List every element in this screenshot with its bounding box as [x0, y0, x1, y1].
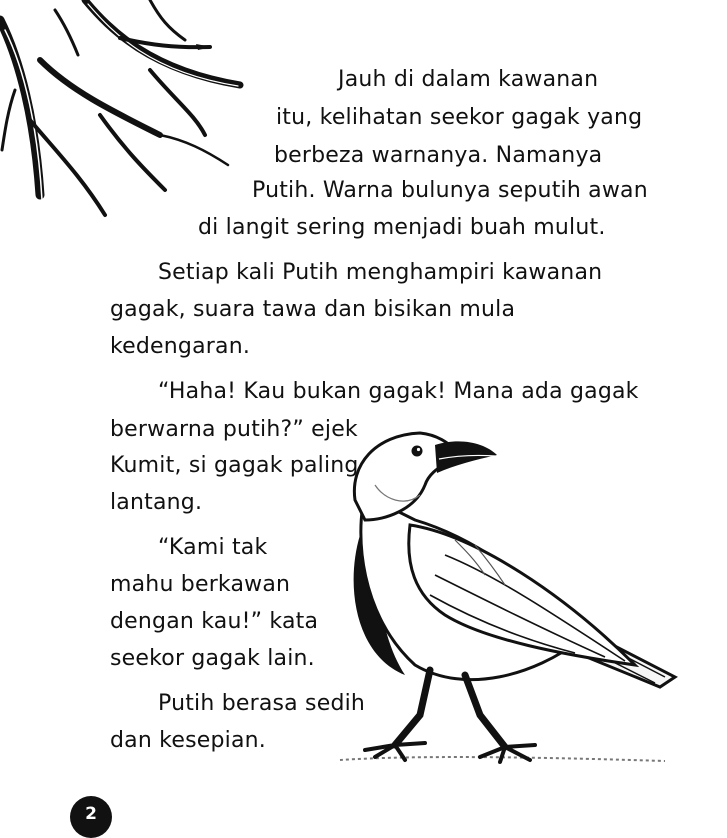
story-line: mahu berkawan — [110, 572, 291, 597]
story-line: Kumit, si gagak paling — [110, 453, 359, 478]
story-line: di langit sering menjadi buah mulut. — [198, 215, 606, 240]
story-line: Setiap kali Putih menghampiri kawanan — [158, 260, 603, 285]
page-number: 2 — [70, 796, 112, 838]
story-line: dan kesepian. — [110, 728, 266, 753]
story-line: seekor gagak lain. — [110, 646, 315, 671]
story-line: Putih berasa sedih — [158, 691, 366, 716]
tree-branch-illustration — [0, 0, 250, 230]
story-line: “Kami tak — [158, 535, 268, 560]
white-crow-illustration — [335, 425, 680, 795]
story-line: kedengaran. — [110, 334, 251, 359]
story-line: Putih. Warna bulunya seputih awan — [252, 178, 648, 203]
story-line: gagak, suara tawa dan bisikan mula — [110, 297, 516, 322]
story-line: itu, kelihatan seekor gagak yang — [276, 105, 643, 130]
story-line: Jauh di dalam kawanan — [338, 67, 599, 92]
story-line: berwarna putih?” ejek — [110, 417, 358, 442]
story-line: berbeza warnanya. Namanya — [274, 143, 603, 168]
story-line: dengan kau!” kata — [110, 609, 319, 634]
story-line: lantang. — [110, 490, 203, 515]
story-line: “Haha! Kau bukan gagak! Mana ada gagak — [158, 379, 639, 404]
